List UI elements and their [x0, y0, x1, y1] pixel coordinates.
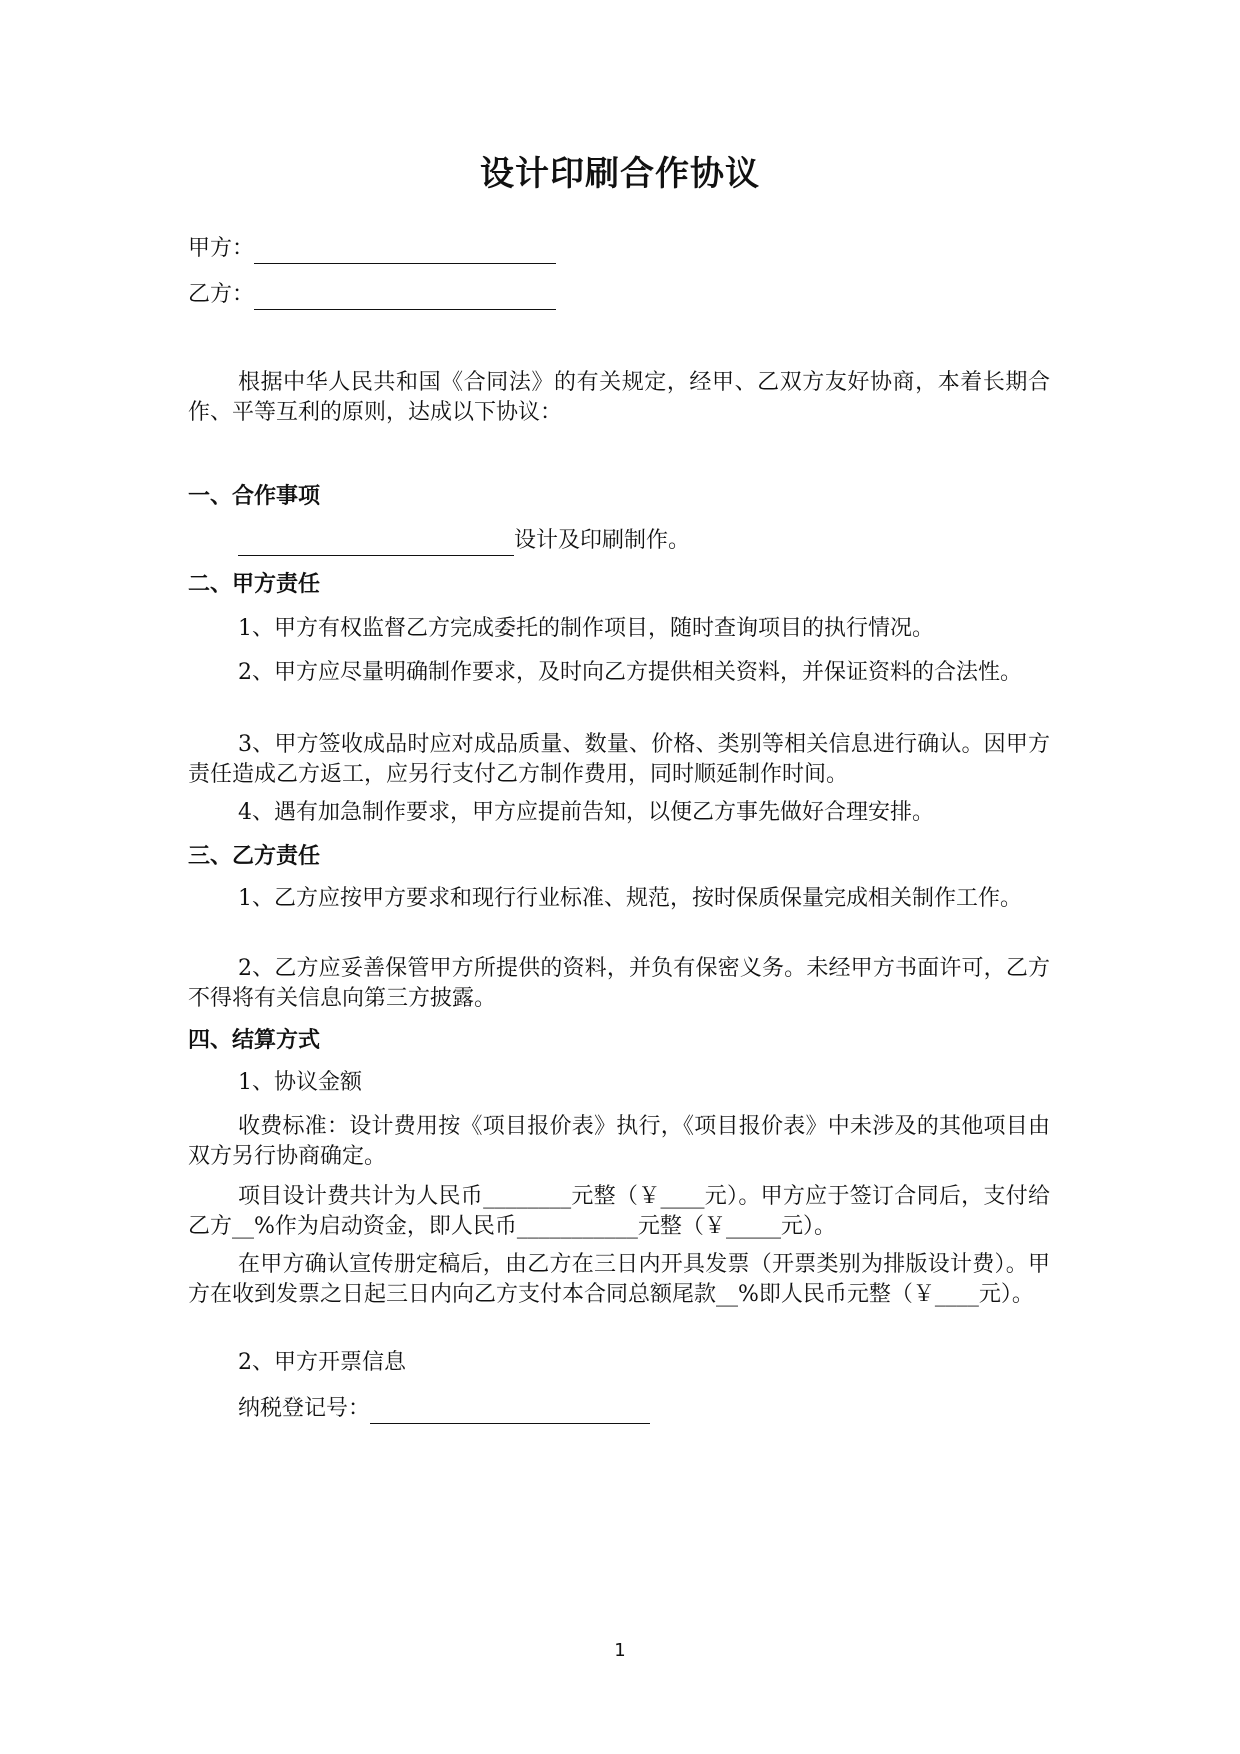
party-b-line — [188, 280, 556, 310]
fee-total-blank-1[interactable]: ________ — [483, 1184, 572, 1209]
tax-id-line — [238, 1394, 650, 1424]
fee-total-text-3: 元）。甲方应于签订合同后，支付给乙方 — [188, 1184, 1050, 1239]
section-2-item-3: 3、甲方签收成品时应对成品质量、数量、价格、类别等相关信息进行确认。因甲方责任造成乙方返工，应另行支付乙方制作费用，同时顺延制作时间。 — [188, 732, 1050, 787]
section-3-item-1: 1、乙方应按甲方要求和现行行业标准、规范，按时保质保量完成相关制作工作。 — [238, 886, 1022, 911]
fee-total-text-2: 元整（￥ — [571, 1184, 661, 1209]
fee-total-text-1: 项目设计费共计为人民币 — [238, 1184, 484, 1209]
fee-total-blank-4[interactable]: ___________ — [516, 1214, 638, 1239]
fee-total-blank-3[interactable]: __ — [232, 1214, 255, 1239]
document-title: 设计印刷合作协议 — [480, 154, 760, 194]
section-2-item-2: 2、甲方应尽量明确制作要求，及时向乙方提供相关资料，并保证资料的合法性。 — [238, 660, 1022, 685]
section-1-item-suffix: 设计及印刷制作。 — [514, 528, 691, 553]
fee-total-blank-5[interactable]: _____ — [725, 1214, 781, 1239]
section-2-heading: 二、甲方责任 — [188, 572, 321, 597]
party-a-blank[interactable] — [254, 237, 556, 264]
fee-total-paragraph — [188, 1182, 1050, 1242]
invoice-blank-2[interactable]: ____ — [934, 1282, 979, 1307]
party-a-label: 甲方： — [188, 236, 255, 261]
invoice-text-3: 元）。 — [978, 1282, 1034, 1307]
section-2-item-1: 1、甲方有权监督乙方完成委托的制作项目，随时查询项目的执行情况。 — [238, 616, 934, 641]
page-number: 1 — [614, 1640, 626, 1661]
section-4-sub-1: 1、协议金额 — [238, 1070, 362, 1095]
section-2-item-4: 4、遇有加急制作要求，甲方应提前告知，以便乙方事先做好合理安排。 — [238, 800, 934, 825]
tax-id-label: 纳税登记号： — [238, 1396, 371, 1421]
invoice-text-2: %即人民币元整（￥ — [738, 1282, 935, 1307]
invoice-text-1: 在甲方确认宣传册定稿后，由乙方在三日内开具发票（开票类别为排版设计费）。甲方在收到发票之日起三日内向乙方支付本合同总额尾款 — [188, 1252, 1050, 1307]
section-3-heading: 三、乙方责任 — [188, 844, 321, 869]
fee-total-text-5: 元整（￥ — [637, 1214, 726, 1239]
party-a-line — [188, 234, 556, 264]
fee-total-blank-2[interactable]: ____ — [660, 1184, 705, 1209]
section-1-heading: 一、合作事项 — [188, 484, 321, 509]
section-4-sub-2: 2、甲方开票信息 — [238, 1350, 406, 1375]
section-3-item-2: 2、乙方应妥善保管甲方所提供的资料，并负有保密义务。未经甲方书面许可，乙方不得将有关信息向第三方披露。 — [188, 956, 1050, 1011]
invoice-blank-1[interactable]: __ — [716, 1282, 739, 1307]
section-1-item — [238, 526, 690, 556]
intro-paragraph: 根据中华人民共和国《合同法》的有关规定，经甲、乙双方友好协商，本着长期合作、平等互利的原则，达成以下协议： — [188, 370, 1050, 425]
fee-total-text-6: 元）。 — [780, 1214, 836, 1239]
section-4-heading: 四、结算方式 — [188, 1028, 321, 1053]
fee-total-text-4: %作为启动资金，即人民币 — [254, 1214, 517, 1239]
invoice-paragraph — [188, 1250, 1050, 1310]
cooperation-item-blank[interactable] — [238, 529, 514, 556]
party-b-blank[interactable] — [254, 283, 556, 310]
tax-id-blank[interactable] — [370, 1397, 650, 1424]
fee-standard-paragraph: 收费标准：设计费用按《项目报价表》执行，《项目报价表》中未涉及的其他项目由双方另行协商确定。 — [188, 1114, 1050, 1169]
party-b-label: 乙方： — [188, 282, 255, 307]
